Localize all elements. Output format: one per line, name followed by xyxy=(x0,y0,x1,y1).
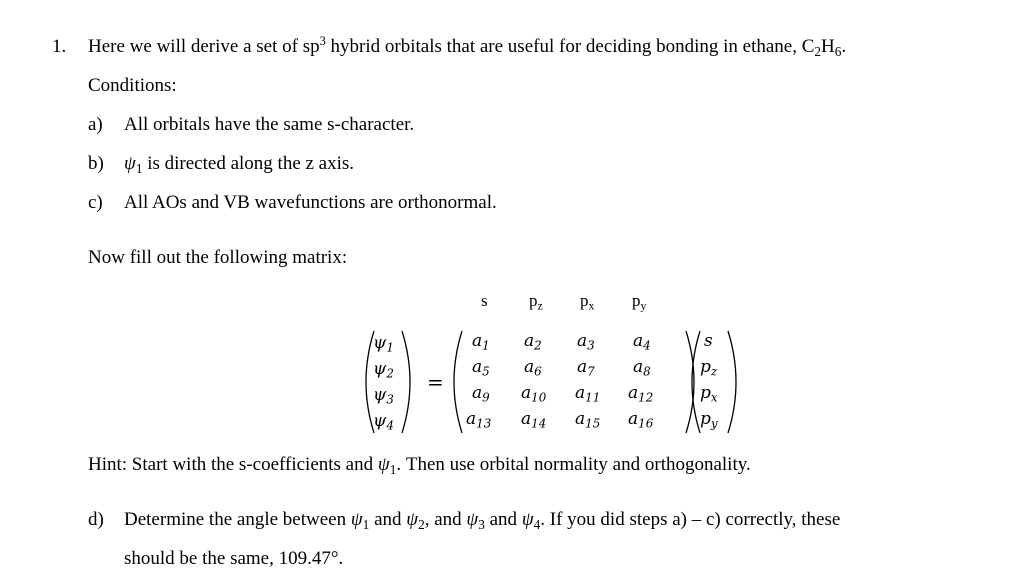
coef-a8: $a_8$ xyxy=(633,357,651,379)
coef-a9: $a_9$ xyxy=(472,383,490,405)
column-header-py: $p_y$ xyxy=(632,291,647,313)
question-intro: Here we will derive a set of $sp^3$ hybrid orbitals that are useful for deciding bonding in ethane, $C_2H_6$. xyxy=(88,34,847,59)
column-header-s: s xyxy=(481,291,488,310)
coef-a5: $a_5$ xyxy=(472,357,490,379)
coef-a2: $a_2$ xyxy=(524,331,542,353)
coef-a15: $a_{15}$ xyxy=(575,409,601,431)
rhs-py: $p_y$ xyxy=(700,409,718,431)
coef-a4: $a_4$ xyxy=(633,331,651,353)
condition-a-text: All orbitals have the same s-character. xyxy=(124,114,415,135)
coef-a12: $a_{12}$ xyxy=(628,383,654,405)
condition-b-label: b) xyxy=(88,153,104,174)
coef-a7: $a_7$ xyxy=(577,357,595,379)
rhs-pz: $p_z$ xyxy=(700,357,718,379)
condition-a-label: a) xyxy=(88,114,103,135)
question-number: 1. xyxy=(52,36,67,57)
rhs-px: $p_x$ xyxy=(700,383,718,405)
coef-a1: $a_1$ xyxy=(472,331,490,353)
lhs-psi-1: $\psi_1$ xyxy=(373,333,394,355)
condition-c-text: All AOs and VB wavefunctions are orthonormal. xyxy=(124,192,497,213)
part-d-line2: should be the same, 109.47°. xyxy=(124,548,344,569)
lhs-psi-4: $\psi_4$ xyxy=(373,411,394,433)
column-header-px: $p_x$ xyxy=(580,291,595,313)
conditions-heading: Conditions: xyxy=(88,75,177,96)
coef-a13: $a_{13}$ xyxy=(466,409,492,431)
matrix-prompt: Now fill out the following matrix: xyxy=(88,247,348,268)
coef-a3: $a_3$ xyxy=(577,331,595,353)
column-header-pz: $p_z$ xyxy=(529,291,543,313)
coef-a6: $a_6$ xyxy=(524,357,542,379)
coef-a10: $a_{10}$ xyxy=(521,383,547,405)
hint-text: Hint: Start with the s-coefficients and $\psi_1$. Then use orbital normality and orthogonality. xyxy=(88,454,751,477)
lhs-psi-3: $\psi_3$ xyxy=(373,385,394,407)
coef-a16: $a_{16}$ xyxy=(628,409,654,431)
part-d-line1: Determine the angle between $\psi_1$ and $\psi_2$, and $\psi_3$ and $\psi_4$. If you did steps a) – c) correctly, these xyxy=(124,509,841,532)
part-d-label: d) xyxy=(88,509,104,530)
equals-sign: = xyxy=(427,370,444,394)
rhs-s: s xyxy=(704,331,713,351)
coef-a11: $a_{11}$ xyxy=(575,383,601,405)
coef-a14: $a_{14}$ xyxy=(521,409,547,431)
lhs-psi-2: $\psi_2$ xyxy=(373,359,394,381)
condition-c-label: c) xyxy=(88,192,103,213)
condition-b-text: $\psi_1$ is directed along the z axis. xyxy=(124,153,355,176)
